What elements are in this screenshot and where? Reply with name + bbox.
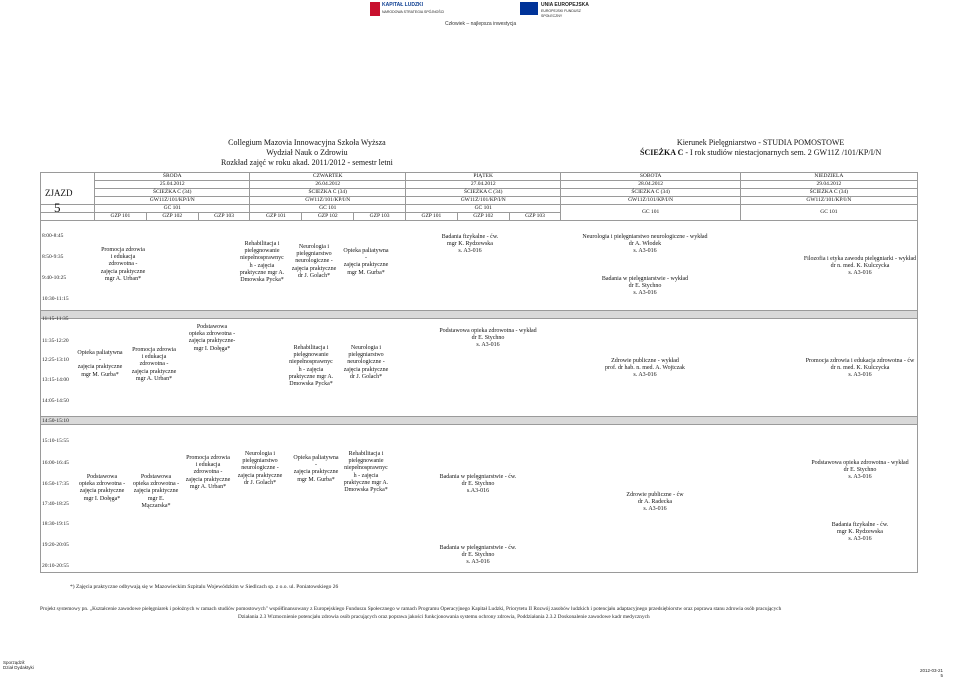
blank [41, 205, 95, 213]
class-entry: Opieka paliatywna - zajęcia praktyczne mgr M. Gurba* [343, 248, 389, 276]
time-slot: 11:35-12:20 [42, 338, 69, 344]
day-thu: CZWARTEK [250, 173, 405, 181]
logo-bar [370, 2, 590, 26]
eu-subtext: EUROPEJSKI FUNDUSZ SPOŁECZNY [541, 9, 581, 18]
time-slot: 15:10-15:55 [42, 438, 69, 444]
path-sat: ŚCIEŻKA C (34) [561, 189, 740, 197]
class-entry: Badania fizykalne - ćw. mgr K. Rydzewska s. A3-016 [441, 234, 499, 255]
gzp: GZP 103 [509, 213, 561, 221]
class-entry: Podstawowa opieka zdrowotna - zajęcia praktyczne mgr I. Dołęga* [78, 474, 126, 502]
class-entry: Zdrowie publiczne - ćw dr A. Radecka s. A3-016 [626, 492, 684, 513]
gc-sun: GC 101 [740, 205, 917, 221]
program-header [640, 138, 881, 158]
day-wed: ŚRODA [95, 173, 250, 181]
class-entry: Badania fizykalne - ćw. mgr K. Rydzewska s. A3-016 [831, 522, 889, 543]
kapital-ludzki-subtext: NARODOWA STRATEGIA SPÓJNOŚCI [382, 10, 445, 14]
group-sun: GW11Z/101/KP/I/N [740, 197, 917, 205]
class-entry: Podstawowa opieka zdrowotna - zajęcia praktyczne- mgr I. Dołęga* [188, 324, 236, 352]
class-entry: Rehabilitacja i pielęgnowanie niepełnosprawnyc h - zajęcia praktyczne mgr A. Dmowska Pycka* [288, 345, 334, 388]
gzp: GZP 103 [354, 213, 406, 221]
time-slot: 14:50-15:10 [42, 418, 69, 424]
class-entry: Neurologia i pielęgniarstwo neurologiczne - wykład dr A. Włodek s. A3-016 [582, 234, 708, 255]
tagline: Człowiek – najlepsza inwestycja [445, 21, 517, 27]
class-entry: Neurologia i pielęgniarstwo neurologiczne - zajęcia praktyczne dr J. Golach* [291, 244, 337, 279]
date-sat: 28.04.2012 [561, 181, 740, 189]
group-wed: GW11Z/101/KP/I/N [95, 197, 250, 205]
time-slot: 17:40-18:25 [42, 501, 69, 507]
date-fri: 27.04.2012 [405, 181, 560, 189]
date-wed: 25.04.2012 [95, 181, 250, 189]
prepared-by: Sporządził: Dział Dydaktyki [3, 660, 34, 670]
path-thu: ŚCIEŻKA C (34) [250, 189, 405, 197]
gc-thu: GC 101 [250, 205, 405, 213]
day-sun: NIEDZIELA [740, 173, 917, 181]
document-date: 2012-03-21 5 [920, 668, 944, 678]
class-entry: Podstawowa opieka zdrowotna - wykład dr E. Stychno s. A3-016 [439, 328, 537, 349]
kapital-ludzki-logo-icon [370, 2, 380, 16]
class-entry: Filozofia i etyka zawodu pielęgniarki - wykład dr n. med. K. Kulczycka s. A3-016 [803, 256, 917, 277]
break-1 [41, 311, 918, 319]
time-slot: 10:30-11:15 [42, 296, 69, 302]
time-slot: 13:15-14:00 [42, 377, 69, 383]
gzp: GZP 101 [250, 213, 302, 221]
break-2 [41, 417, 918, 425]
group-sat: GW11Z/101/KP/I/N [561, 197, 740, 205]
zjazd-number: 5 [54, 200, 61, 215]
class-entry: Podstawowa opieka zdrowotna - wykład dr E. Stychno s. A3-016 [811, 460, 909, 481]
time-slot: 9:40-10:25 [42, 275, 67, 281]
program-name: Kierunek Pielęgniarstwo - STUDIA POMOSTOWE [676, 138, 845, 147]
gzp: GZP 101 [95, 213, 147, 221]
gc-fri: GC 101 [405, 205, 560, 213]
date-thu: 26.04.2012 [250, 181, 405, 189]
class-entry: Badania w pielęgniarstwie - ćw. dr E. Stychno s.A3-016 [439, 474, 517, 495]
group-fri: GW11Z/101/KP/I/N [405, 197, 560, 205]
class-entry: Promocja zdrowia i edukacja zdrowotna - zajęcia praktyczne mgr A. Urban* [185, 455, 231, 490]
footnote: *) Zajęcia praktyczne odbywają się w Mazowieckim Szpitalu Wojewódzkim w Siedlcach sp. z o.o. ul. Poniatowskiego 26 [70, 584, 339, 590]
day-fri: PIĄTEK [405, 173, 560, 181]
kapital-ludzki-text: KAPITAŁ LUDZKI [382, 2, 424, 8]
gzp: GZP 102 [146, 213, 198, 221]
class-entry: Opieka paliatywna - zajęcia praktyczne mgr M. Gurba* [293, 455, 339, 483]
gzp: GZP 102 [457, 213, 509, 221]
class-entry: Promocja zdrowia i edukacja zdrowotna - zajęcia praktyczne mgr A. Urban* [100, 247, 146, 282]
class-entry: Opieka paliatywna - zajęcia praktyczne mgr M. Gurba* [77, 350, 123, 378]
class-entry: Rehabilitacja i pielęgnowanie niepełnosprawnyc h - zajęcia praktyczne mgr A. Dmowska Pycka* [239, 241, 285, 284]
faculty-name: Wydział Nauk o Zdrowiu [266, 148, 348, 157]
class-entry: Neurologia i pielęgniarstwo neurologiczne - zajęcia praktyczne dr J. Golach* [343, 345, 389, 380]
gzp: GZP 103 [198, 213, 250, 221]
path-wed: ŚCIEŻKA C (34) [95, 189, 250, 197]
group-thu: GW11Z/101/KP/I/N [250, 197, 405, 205]
time-slot: 19:20-20:05 [42, 542, 69, 548]
institution-header [221, 138, 393, 168]
blank [41, 213, 95, 221]
path-fri: ŚCIEŻKA C (34) [405, 189, 560, 197]
eu-text: UNIA EUROPEJSKA [541, 2, 589, 8]
gc-wed: GC 101 [95, 205, 250, 213]
time-slot: 16:00-16:45 [42, 460, 69, 466]
gzp: GZP 101 [405, 213, 457, 221]
class-entry: Zdrowie publiczne - wykład prof. dr hab. n. med. A. Wojtczak s. A3-016 [605, 358, 685, 379]
zjazd-label: ZJAZD [45, 188, 73, 198]
class-entry: Rehabilitacja i pielęgnowanie niepełnosprawnyc h - zajęcia praktyczne mgr A. Dmowska Pycka* [343, 451, 389, 494]
class-entry: Promocja zdrowia i edukacja zdrowotna - zajęcia praktyczne mgr A. Urban* [131, 347, 177, 382]
time-slot: 8:00-8:45 [42, 233, 64, 239]
program-path: ŚCIEŻKA C - I rok studiów niestacjonarnych sem. 2 GW11Z /101/KP/I/N [640, 148, 882, 157]
gzp: GZP 102 [302, 213, 354, 221]
schedule-title: Rozkład zajęć w roku akad. 2011/2012 - semestr letni [221, 158, 393, 167]
time-slot: 14:05-14:50 [42, 398, 69, 404]
class-entry: Badania w pielęgniarstwie - ćw. dr E. Stychno s. A3-016 [439, 545, 517, 566]
class-entry: Promocja zdrowia i edukacja zdrowotna - ćw dr n. med. K. Kulczycka s. A3-016 [805, 358, 915, 379]
project-info-line-1: Projekt systemowy pn. „Kształcenie zawodowe pielęgniarek i położnych w ramach studiów pomostowych" współfinansowany z Europejskiego Funduszu Społecznego w ramach Programu Operacyjnego Kapitał Ludzki, Priorytetu II Rozwój zasobów ludzkich i potencjału adaptacyjnego przedsiębiorstw oraz poprawa stanu zdrowia osób pracujących [40, 606, 782, 612]
class-entry: Badania w pielęgniarstwie - wykład dr E. Stychno s. A3-016 [601, 276, 689, 297]
time-slot: 20:10-20:55 [42, 563, 69, 569]
path-sun: ŚCIEŻKA C (34) [740, 189, 917, 197]
time-slot: 8:50-9:35 [42, 254, 64, 260]
institution-name: Collegium Mazovia Innowacyjna Szkoła Wyższa [228, 138, 386, 147]
time-slot: 12:25-13:10 [42, 357, 69, 363]
eu-flag-icon [520, 2, 538, 15]
day-sat: SOBOTA [561, 173, 740, 181]
class-entry: Podstawowa opieka zdrowotna - zajęcia praktyczne mgr E. Mączarska* [132, 474, 180, 509]
class-entry: Neurologia i pielęgniarstwo neurologiczne - zajęcia praktyczne dr J. Golach* [237, 451, 283, 486]
date-sun: 29.04.2012 [740, 181, 917, 189]
gc-sat: GC 101 [561, 205, 740, 221]
time-slot: 11:15-11:35 [42, 316, 69, 322]
time-slot: 18:30-19:15 [42, 521, 69, 527]
time-slot: 16:50-17:35 [42, 481, 69, 487]
project-info-line-2: Działania 2.3 Wzmocnienie potencjału zdrowia osób pracujących oraz poprawa jakości funkcjonowania systemu ochrony zdrowia, Poddziałania 2.3.2 Doskonalenie zawodowe kadr medycznych [238, 614, 650, 620]
